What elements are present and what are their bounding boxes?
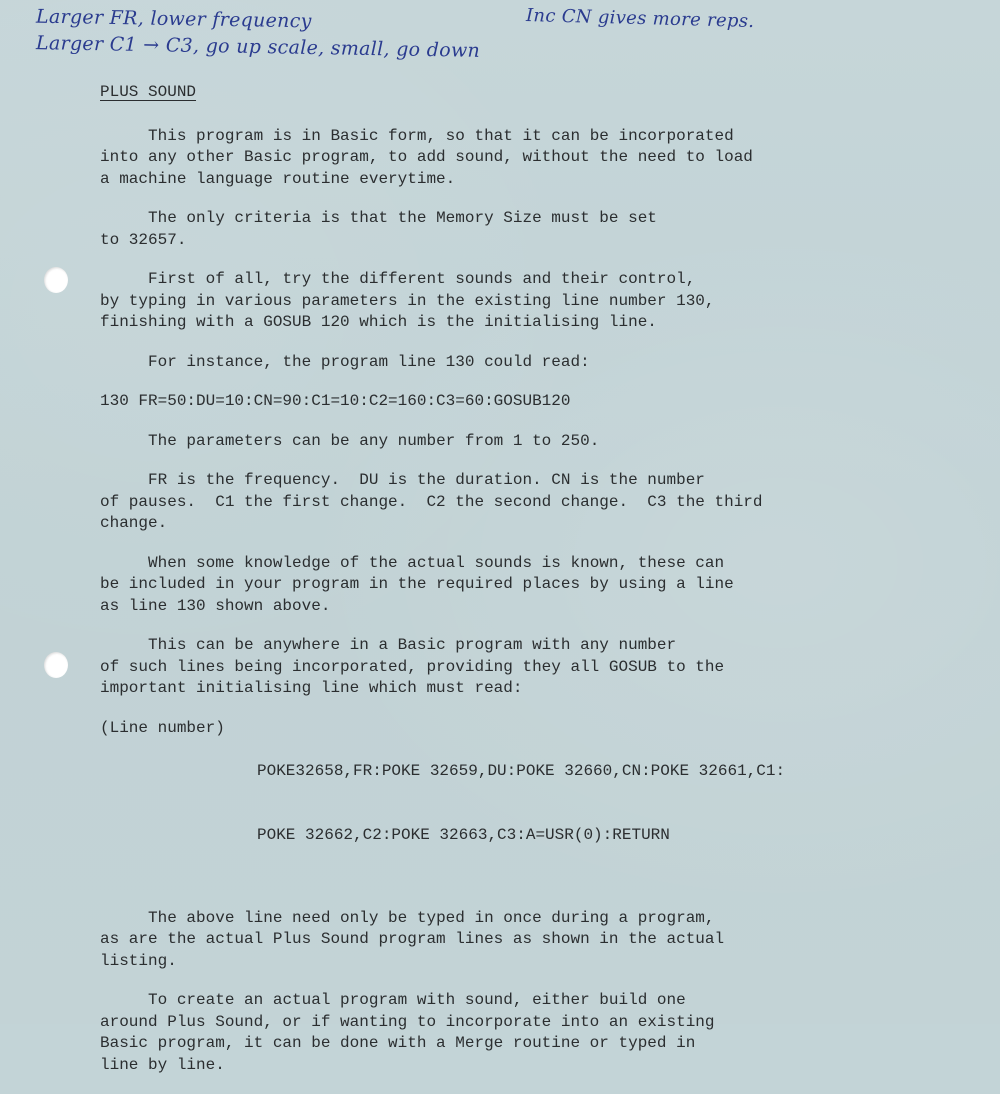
- paragraph-anywhere: This can be anywhere in a Basic program with any number of such lines being incorporated, providing they all GOSUB to the important initialising line which must read:: [100, 636, 725, 697]
- document-title: PLUS SOUND: [100, 83, 197, 101]
- paragraph-try-sounds: First of all, try the different sounds and their control, by typing in various parameters in the existing line number 130, finishing with a GOSUB 120 which is the initialising line.: [100, 270, 715, 331]
- paragraph-create-program: To create an actual program with sound, either build one around Plus Sound, or if wanting to incorporate into an existing Basic program, it can be done with a Merge routine or typed in line by line.: [100, 991, 715, 1074]
- line-number-label: (Line number): [100, 718, 225, 737]
- paragraph-parameter-range: The parameters can be any number from 1 to 250.: [100, 431, 600, 450]
- paragraph-parameter-definitions: FR is the frequency. DU is the duration. CN is the number of pauses. C1 the first change. C2 the second change. C3 the third change.: [100, 471, 763, 532]
- handwritten-note-2: Larger C1 → C3, go up scale, small, go down: [35, 32, 481, 62]
- initialising-line: [100, 718, 890, 890]
- paragraph-memory-size: The only criteria is that the Memory Size must be set to 32657.: [100, 209, 657, 249]
- poke-statements: [257, 718, 785, 890]
- document-body: [100, 82, 890, 1094]
- punch-hole-bottom: [44, 652, 68, 678]
- handwritten-note-1: Larger FR, lower frequency: [35, 5, 312, 33]
- paragraph-intro: This program is in Basic form, so that it can be incorporated into any other Basic program, to add sound, without the need to load a machine language routine everytime.: [100, 126, 753, 188]
- punch-hole-top: [44, 267, 68, 293]
- code-example-line-130: 130 FR=50:DU=10:CN=90:C1=10:C2=160:C3=60:GOSUB120: [100, 392, 571, 410]
- handwritten-note-3: Inc CN gives more reps.: [525, 5, 755, 32]
- paragraph-typed-once: The above line need only be typed in once during a program, as are the actual Plus Sound program lines as shown in the actual listing.: [100, 908, 725, 970]
- poke-line-1: POKE32658,FR:POKE 32659,DU:POKE 32660,CN:POKE 32661,C1:: [257, 761, 786, 780]
- poke-line-2: POKE 32662,C2:POKE 32663,C3:A=USR(0):RETURN: [257, 826, 670, 844]
- paragraph-include-sounds: When some knowledge of the actual sounds is known, these can be included in your program in the required places by using a line as line 130 shown above.: [100, 553, 734, 615]
- paragraph-for-instance: For instance, the program line 130 could read:: [100, 352, 590, 371]
